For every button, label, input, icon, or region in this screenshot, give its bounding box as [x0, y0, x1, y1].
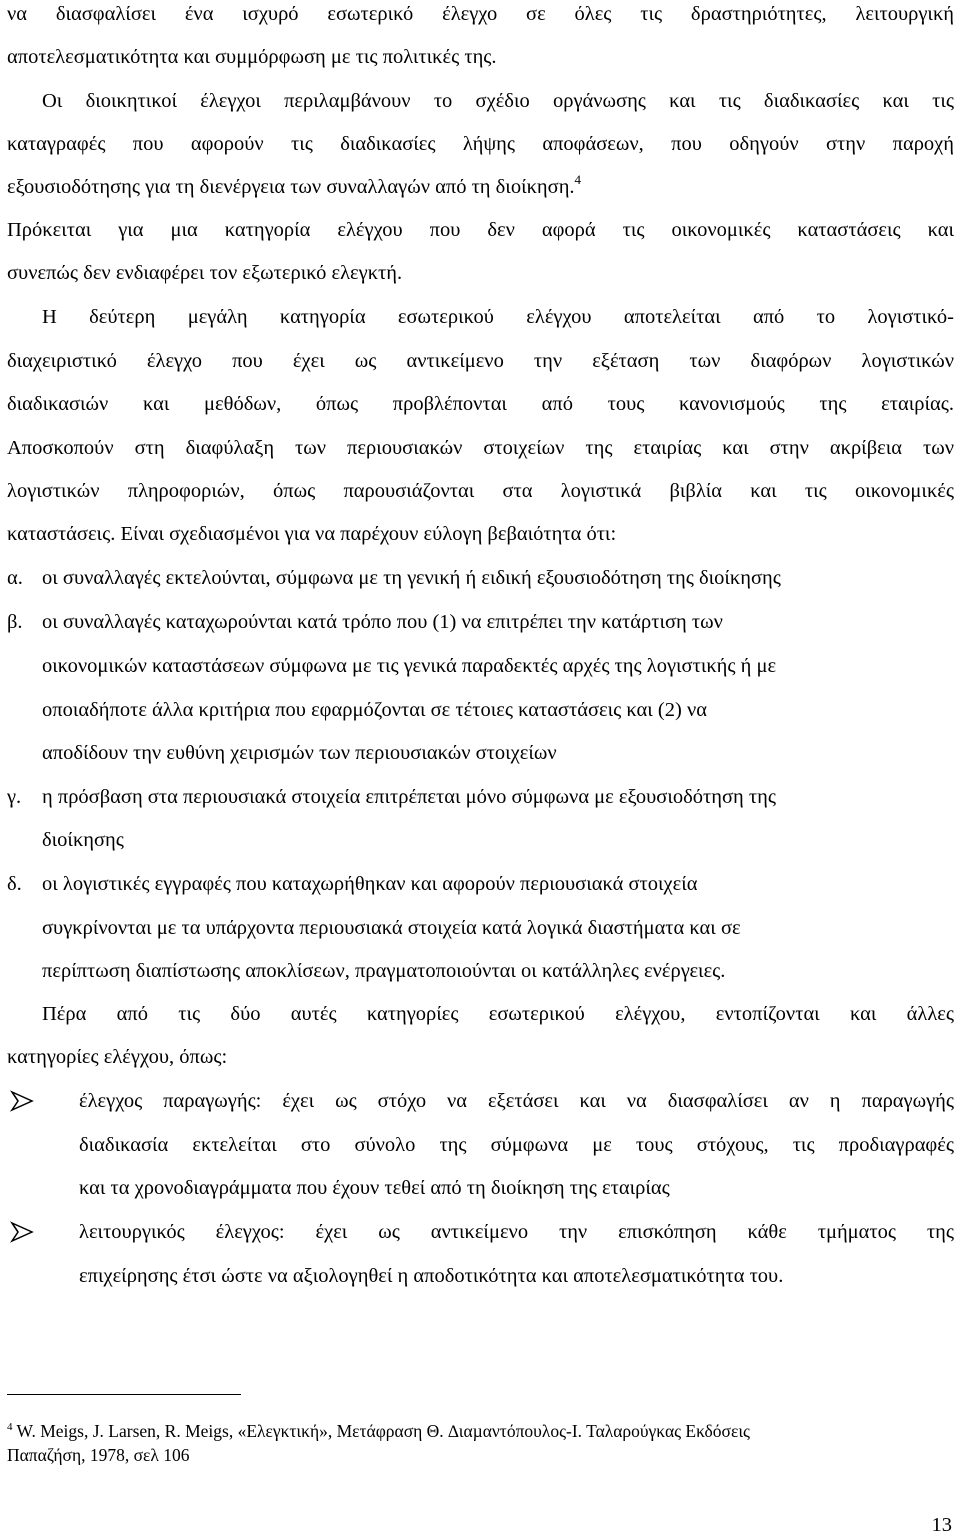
bullet-item-line: διαδικασία εκτελείται στο σύνολο της σύμφωνα με τους στόχους, τις προδιαγραφές — [79, 1134, 954, 1156]
list-marker: α. — [7, 567, 23, 589]
footnote-number: 4 — [7, 1421, 13, 1433]
list-item-line: οι συναλλαγές εκτελούνται, σύμφωνα με τη γενική ή ειδική εξουσιοδότηση της διοίκησης — [42, 567, 781, 589]
list-marker: γ. — [7, 786, 22, 808]
body-line: διαχειριστικό έλεγχο που έχει ως αντικείμενο την εξέταση των διαφόρων λογιστικών — [7, 350, 954, 372]
body-line: Αποσκοπούν στη διαφύλαξη των περιουσιακών στοιχείων της εταιρίας και στην ακρίβεια των — [7, 437, 954, 459]
list-marker: β. — [7, 611, 23, 633]
body-line: διαδικασιών και μεθόδων, όπως προβλέπονται από τους κανονισμούς της εταιρίας. — [7, 393, 954, 415]
list-item-line: περίπτωση διαπίστωσης αποκλίσεων, πραγματοποιούνται οι κατάλληλες ενέργειες. — [42, 960, 726, 982]
body-line: λογιστικών πληροφοριών, όπως παρουσιάζονται στα λογιστικά βιβλία και τις οικονομικές — [7, 480, 954, 502]
list-item-line: οποιαδήποτε άλλα κριτήρια που εφαρμόζονται σε τέτοιες καταστάσεις και (2) να — [42, 699, 707, 721]
footnote-line: Παπαζήση, 1978, σελ 106 — [7, 1445, 190, 1465]
list-item-line: διοίκησης — [42, 829, 124, 851]
body-line-text: εξουσιοδότησης για τη διενέργεια των συναλλαγών από τη διοίκηση. — [7, 176, 575, 198]
footnote-separator — [7, 1394, 241, 1395]
footnote-text: W. Meigs, J. Larsen, R. Meigs, «Ελεγκτική», Μετάφραση Θ. ∆ιαµαντόπουλος-Ι. Ταλαρούγκας Εκδόσεις — [12, 1421, 750, 1441]
body-line: να διασφαλίσει ένα ισχυρό εσωτερικό έλεγχο σε όλες τις δραστηριότητες, λειτουργική — [7, 3, 954, 25]
body-line — [7, 172, 954, 199]
list-item-line: οι συναλλαγές καταχωρούνται κατά τρόπο που (1) να επιτρέπει την κατάρτιση των — [42, 611, 723, 633]
list-marker: δ. — [7, 873, 22, 895]
body-line: Η δεύτερη μεγάλη κατηγορία εσωτερικού ελέγχου αποτελείται από το λογιστικό- — [42, 306, 954, 328]
list-item-line: η πρόσβαση στα περιουσιακά στοιχεία επιτρέπεται μόνο σύμφωνα με εξουσιοδότηση της — [42, 786, 776, 808]
arrow-bullet-icon — [9, 1220, 35, 1244]
bullet-item-line: λειτουργικός έλεγχος: έχει ως αντικείμενο την επισκόπηση κάθε τμήματος της — [79, 1221, 954, 1243]
bullet-item-line: επιχείρησης έτσι ώστε να αξιολογηθεί η αποδοτικότητα και αποτελεσματικότητα του. — [79, 1265, 784, 1287]
body-line: Πέρα από τις δύο αυτές κατηγορίες εσωτερικού ελέγχου, εντοπίζονται και άλλες — [42, 1003, 954, 1025]
list-item-line: συγκρίνονται με τα υπάρχοντα περιουσιακά στοιχεία κατά λογικά διαστήματα και σε — [42, 917, 741, 939]
body-line: συνεπώς δεν ενδιαφέρει τον εξωτερικό ελεγκτή. — [7, 262, 403, 284]
arrow-bullet-icon — [9, 1089, 35, 1113]
list-item-line: οι λογιστικές εγγραφές που καταχωρήθηκαν και αφορούν περιουσιακά στοιχεία — [42, 873, 698, 895]
bullet-item-line: και τα χρονοδιαγράμματα που έχουν τεθεί από τη διοίκηση της εταιρίας — [79, 1177, 670, 1199]
body-line: κατηγορίες ελέγχου, όπως: — [7, 1046, 228, 1068]
body-line: αποτελεσματικότητα και συμμόρφωση με τις πολιτικές της. — [7, 46, 497, 68]
page-number: 13 — [931, 1514, 952, 1536]
body-line: καταστάσεις. Είναι σχεδιασμένοι για να παρέχουν εύλογη βεβαιότητα ότι: — [7, 523, 617, 545]
body-line: Οι διοικητικοί έλεγχοι περιλαμβάνουν το σχέδιο οργάνωσης και τις διαδικασίες και τις — [42, 90, 954, 112]
body-line: Πρόκειται για μια κατηγορία ελέγχου που δεν αφορά τις οικονομικές καταστάσεις και — [7, 219, 954, 241]
footnote-line — [7, 1420, 907, 1442]
footnote-reference: 4 — [574, 172, 582, 187]
body-line: καταγραφές που αφορούν τις διαδικασίες λήψης αποφάσεων, που οδηγούν στην παροχή — [7, 133, 954, 155]
list-item-line: οικονομικών καταστάσεων σύμφωνα με τις γενικά παραδεκτές αρχές της λογιστικής ή με — [42, 655, 777, 677]
bullet-item-line: έλεγχος παραγωγής: έχει ως στόχο να εξετάσει και να διασφαλίσει αν η παραγωγής — [79, 1090, 954, 1112]
list-item-line: αποδίδουν την ευθύνη χειρισμών των περιουσιακών στοιχείων — [42, 742, 557, 764]
